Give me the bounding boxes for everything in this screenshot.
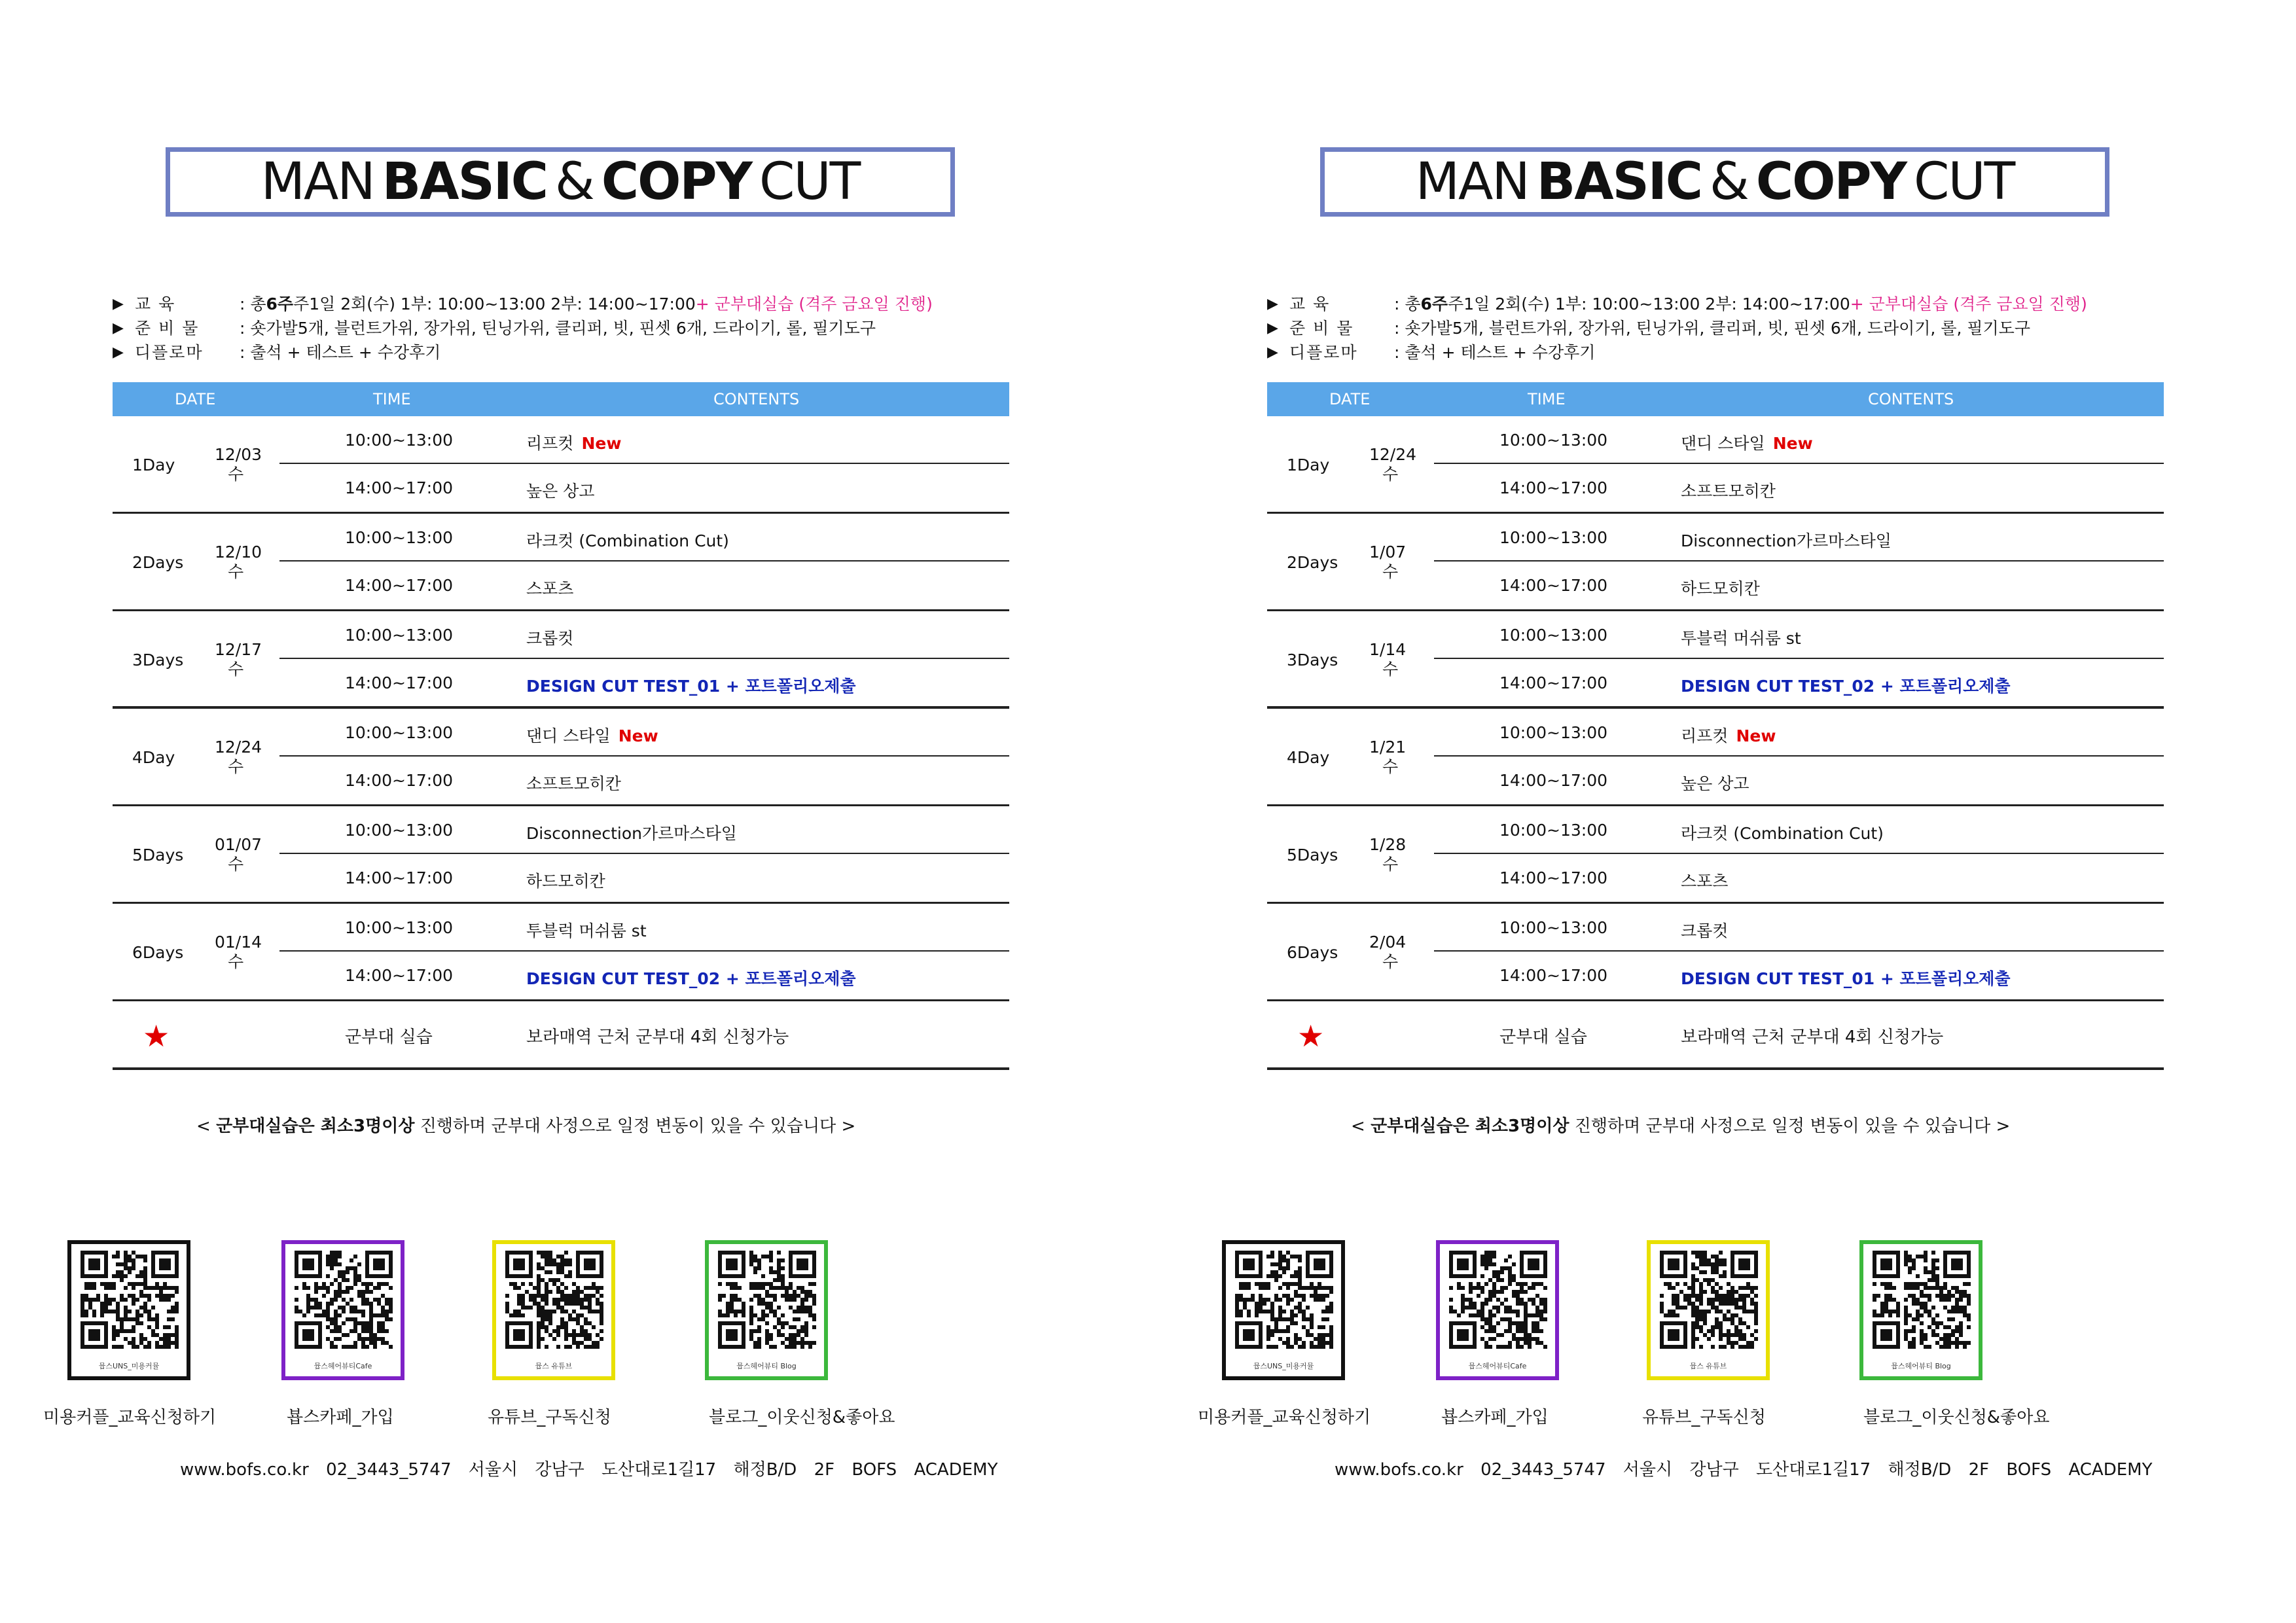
- content-text: 크롭컷: [526, 629, 574, 648]
- slot-time: 14:00~17:00: [1499, 673, 1608, 692]
- slot-content: [526, 821, 737, 844]
- day-date: [1369, 835, 1422, 874]
- qr-label: 뵵스카페_가입: [287, 1408, 394, 1427]
- info-label: 교 육: [1289, 294, 1331, 313]
- day-label: 3Days: [1287, 651, 1338, 669]
- slot-content: 하드모히칸: [1681, 579, 1760, 598]
- day-date: [215, 835, 267, 874]
- qr-label: 미용커플_교육신청하기: [43, 1408, 217, 1427]
- qr-caption: 뮵스헤어뷰티 Blog: [1891, 1362, 1951, 1370]
- row-divider: [1434, 658, 2164, 659]
- slot-content-test: DESIGN CUT TEST_01 + 포트폴리오제출: [526, 677, 856, 696]
- footer: [1335, 1456, 2152, 1480]
- qr-label: 유튜브_구독신청: [488, 1408, 611, 1427]
- title-word: MAN: [1415, 152, 1529, 211]
- date-value: 12/03: [215, 445, 262, 464]
- weekday: 수: [228, 757, 244, 776]
- day-label: 5Days: [1287, 846, 1338, 865]
- table-row: [113, 709, 1009, 806]
- day-label: 1Day: [132, 455, 175, 474]
- weekday: 수: [228, 660, 244, 679]
- content-text: 리프컷: [1681, 726, 1729, 745]
- slot-time: 10:00~13:00: [345, 918, 454, 937]
- day-date: [215, 543, 267, 582]
- new-badge: New: [1736, 726, 1776, 745]
- weekday: 수: [228, 952, 244, 971]
- slot-time: 10:00~13:00: [1499, 528, 1608, 547]
- info-label: 교 육: [135, 294, 176, 313]
- title-box: [166, 147, 955, 217]
- info-text: : 숏가발5개, 블런트가위, 장가위, 틴닝가위, 클리퍼, 빗, 핀셋 6개, 드라이기, 롤, 필기도구: [240, 319, 876, 338]
- notice-text: [1351, 1113, 2010, 1137]
- slot-content: 하드모히칸: [526, 872, 605, 891]
- weekday: 수: [228, 855, 244, 874]
- date-value: 1/21: [1369, 738, 1407, 757]
- qr-code-graphic: [1660, 1251, 1758, 1349]
- row-divider: [279, 560, 1009, 562]
- slot-time: 14:00~17:00: [1499, 966, 1608, 985]
- info-label: 준 비 물: [1289, 319, 1354, 338]
- day-label: 2Days: [132, 553, 184, 572]
- info-diploma: [113, 340, 963, 365]
- table-body: [113, 416, 1009, 1001]
- triangle-bullet-icon: ▶: [113, 344, 124, 361]
- weekday: 수: [1382, 562, 1399, 581]
- slot-time: 10:00~13:00: [1499, 723, 1608, 742]
- qr-label: 블로그_이웃신청&좋아요: [709, 1408, 895, 1427]
- day-label: 6Days: [1287, 943, 1338, 962]
- weekday: 수: [1382, 660, 1399, 679]
- row-divider: [279, 658, 1009, 659]
- extra-contents: 보라매역 근처 군부대 4회 신청가능: [526, 1027, 789, 1047]
- title-word: &: [1710, 152, 1748, 211]
- content-text: 댄디 스타일: [526, 726, 611, 745]
- footer: [180, 1456, 997, 1480]
- triangle-bullet-icon: ▶: [113, 320, 124, 336]
- info-education: [113, 292, 963, 316]
- star-icon: ★: [1297, 1018, 1325, 1054]
- header-contents: CONTENTS: [1868, 390, 1954, 408]
- info-text: : 출석 + 테스트 + 수강후기: [240, 343, 441, 362]
- title-word: MAN: [260, 152, 374, 211]
- info-weeks: 6주: [266, 294, 294, 313]
- weekday: 수: [1382, 465, 1399, 484]
- table-row: [1267, 806, 2164, 904]
- table-row: [113, 904, 1009, 1001]
- date-value: 1/28: [1369, 835, 1407, 854]
- notice-post: 진행하며 군부대 사정으로 일정 변동이 있을 수 있습니다 >: [414, 1116, 856, 1136]
- title-word: CUT: [759, 152, 860, 211]
- slot-content: [526, 431, 621, 454]
- footer-phone: 02_3443_5747: [1480, 1460, 1606, 1480]
- slot-content-test: DESIGN CUT TEST_02 + 포트폴리오제출: [526, 969, 856, 988]
- notice-text: [196, 1113, 855, 1137]
- qr-caption: 뮵스UNS_미용커뮬: [1253, 1362, 1314, 1370]
- notice-bold: 군부대실습은 최소3명이상: [1371, 1116, 1570, 1136]
- table-row: [113, 806, 1009, 904]
- footer-site[interactable]: www.bofs.co.kr: [1335, 1460, 1463, 1480]
- date-value: 12/17: [215, 640, 262, 659]
- content-text: 크롭컷: [1681, 921, 1729, 940]
- title-word: BASIC: [382, 152, 548, 211]
- info-extra: + 군부대실습 (격주 금요일 진행): [695, 294, 933, 313]
- slot-time: 14:00~17:00: [345, 673, 454, 692]
- slot-content: 스포츠: [1681, 872, 1729, 891]
- schedule-table: [113, 382, 1009, 1001]
- slot-time: 14:00~17:00: [345, 576, 454, 595]
- info-text: : 총: [240, 294, 266, 313]
- qr-code-icon[interactable]: [705, 1240, 828, 1380]
- slot-time: 10:00~13:00: [345, 431, 454, 450]
- slot-time: 14:00~17:00: [1499, 771, 1608, 790]
- table-row: [113, 416, 1009, 514]
- qr-label: 유튜브_구독신청: [1642, 1408, 1766, 1427]
- date-value: 01/07: [215, 835, 262, 854]
- title-word: BASIC: [1536, 152, 1702, 211]
- slot-time: 14:00~17:00: [345, 868, 454, 887]
- day-date: [215, 640, 267, 679]
- slot-content: [526, 723, 658, 747]
- extra-row: [1267, 1005, 2164, 1070]
- slot-time: 14:00~17:00: [1499, 478, 1608, 497]
- schedule-table: [1267, 382, 2164, 1001]
- title-word: COPY: [601, 152, 752, 211]
- day-date: [215, 933, 267, 972]
- footer-address: 서울시 강남구 도산대로1길17 해정B/D 2F BOFS ACADEMY: [1623, 1460, 2153, 1480]
- content-text: 리프컷: [526, 434, 574, 453]
- row-divider: [1434, 463, 2164, 464]
- info-preparation: [1267, 316, 2118, 340]
- info-diploma: [1267, 340, 2118, 365]
- slot-time: 10:00~13:00: [345, 528, 454, 547]
- table-body: [1267, 416, 2164, 1001]
- qr-block[interactable]: [492, 1240, 615, 1380]
- qr-label: 뵵스카페_가입: [1441, 1408, 1549, 1427]
- extra-time: 군부대 실습: [1499, 1027, 1587, 1047]
- slot-content: 높은 상고: [526, 482, 595, 501]
- row-divider: [279, 950, 1009, 952]
- new-badge: New: [1772, 434, 1813, 453]
- date-value: 1/07: [1369, 543, 1407, 562]
- row-divider: [1434, 853, 2164, 854]
- slot-time: 14:00~17:00: [1499, 576, 1608, 595]
- qr-code-icon[interactable]: [1222, 1240, 1345, 1380]
- notice-pre: <: [196, 1116, 217, 1136]
- qr-caption: 뮵스 유튜브: [1689, 1362, 1727, 1370]
- extra-row: [113, 1005, 1009, 1070]
- day-label: 6Days: [132, 943, 184, 962]
- info-label: 디플로마: [1289, 343, 1358, 362]
- slot-content: [526, 918, 647, 942]
- qr-code-graphic: [505, 1251, 603, 1349]
- header-date: DATE: [1329, 390, 1371, 408]
- footer-address: 서울시 강남구 도산대로1길17 해정B/D 2F BOFS ACADEMY: [468, 1460, 998, 1480]
- qr-code-icon[interactable]: [281, 1240, 404, 1380]
- table-header: [1267, 382, 2164, 416]
- info-weeks: 6주: [1420, 294, 1448, 313]
- slot-time: 14:00~17:00: [345, 771, 454, 790]
- qr-code-graphic: [81, 1251, 179, 1349]
- table-row: [1267, 514, 2164, 611]
- extra-contents: 보라매역 근처 군부대 4회 신청가능: [1681, 1027, 1944, 1047]
- slot-content: [1681, 821, 1884, 844]
- day-label: 1Day: [1287, 455, 1330, 474]
- star-icon: ★: [143, 1018, 170, 1054]
- course-info: [113, 292, 963, 365]
- triangle-bullet-icon: ▶: [1267, 344, 1278, 361]
- table-row: [1267, 416, 2164, 514]
- slot-time: 10:00~13:00: [1499, 431, 1608, 450]
- day-label: 5Days: [132, 846, 184, 865]
- info-text: : 숏가발5개, 블런트가위, 장가위, 틴닝가위, 클리퍼, 빗, 핀셋 6개, 드라이기, 롤, 필기도구: [1394, 319, 2030, 338]
- content-text: 라크컷 (Combination Cut): [526, 531, 729, 550]
- qr-code-graphic: [1235, 1251, 1333, 1349]
- slot-content: [1681, 528, 1892, 552]
- slot-content: 소프트모히칸: [1681, 482, 1776, 501]
- day-date: [215, 738, 267, 777]
- slot-time: 10:00~13:00: [1499, 918, 1608, 937]
- extra-time: 군부대 실습: [345, 1027, 433, 1047]
- slot-content: [1681, 431, 1813, 454]
- qr-caption: 뮵스헤어뷰티Cafe: [314, 1362, 372, 1370]
- info-text: 주1일 2회(수) 1부: 10:00~13:00 2부: 14:00~17:00: [1448, 294, 1850, 313]
- qr-code-icon[interactable]: [1436, 1240, 1559, 1380]
- qr-label: 미용커플_교육신청하기: [1198, 1408, 1371, 1427]
- course-info: [1267, 292, 2118, 365]
- qr-code-icon[interactable]: [1647, 1240, 1770, 1380]
- qr-code-graphic: [295, 1251, 393, 1349]
- title-box: [1320, 147, 2109, 217]
- qr-block[interactable]: [1436, 1240, 1559, 1380]
- table-row: [1267, 709, 2164, 806]
- info-label: 준 비 물: [135, 319, 200, 338]
- header-time: TIME: [373, 390, 411, 408]
- date-value: 1/14: [1369, 640, 1407, 659]
- triangle-bullet-icon: ▶: [1267, 320, 1278, 336]
- slot-content: 높은 상고: [1681, 774, 1749, 793]
- info-text: 주1일 2회(수) 1부: 10:00~13:00 2부: 14:00~17:00: [293, 294, 696, 313]
- day-date: [1369, 445, 1422, 484]
- info-preparation: [113, 316, 963, 340]
- triangle-bullet-icon: ▶: [1267, 296, 1278, 312]
- day-label: 3Days: [132, 651, 184, 669]
- new-badge: New: [618, 726, 658, 745]
- qr-block[interactable]: [1859, 1240, 1982, 1380]
- qr-caption: 뮵스 유튜브: [535, 1362, 573, 1370]
- slot-time: 14:00~17:00: [345, 478, 454, 497]
- title-word: COPY: [1755, 152, 1907, 211]
- slot-content: [526, 528, 729, 552]
- footer-site[interactable]: www.bofs.co.kr: [180, 1460, 309, 1480]
- date-value: 12/10: [215, 543, 262, 562]
- day-date: [215, 445, 267, 484]
- content-text: Disconnection가르마스타일: [526, 824, 737, 843]
- weekday: 수: [1382, 855, 1399, 874]
- qr-code-graphic: [1873, 1251, 1971, 1349]
- date-value: 01/14: [215, 933, 262, 952]
- row-divider: [279, 853, 1009, 854]
- table-header: [113, 382, 1009, 416]
- row-divider: [279, 463, 1009, 464]
- info-label: 디플로마: [135, 343, 204, 362]
- day-label: 4Day: [1287, 748, 1330, 767]
- day-date: [1369, 933, 1422, 972]
- qr-code-graphic: [1449, 1251, 1547, 1349]
- flyer-page-right: [1155, 0, 2296, 1623]
- content-text: Disconnection가르마스타일: [1681, 531, 1892, 550]
- slot-time: 10:00~13:00: [345, 821, 454, 840]
- title-word: CUT: [1914, 152, 2015, 211]
- day-date: [1369, 738, 1422, 777]
- header-contents: CONTENTS: [713, 390, 800, 408]
- table-row: [1267, 904, 2164, 1001]
- date-value: 12/24: [1369, 445, 1417, 464]
- day-label: 4Day: [132, 748, 175, 767]
- info-text: : 총: [1394, 294, 1421, 313]
- slot-content: [1681, 723, 1776, 747]
- content-text: 라크컷 (Combination Cut): [1681, 824, 1884, 843]
- date-value: 2/04: [1369, 933, 1407, 952]
- new-badge: New: [581, 434, 622, 453]
- title-word: &: [555, 152, 594, 211]
- row-divider: [1434, 950, 2164, 952]
- content-text: 투블럭 머쉬룸 st: [526, 921, 647, 940]
- slot-time: 10:00~13:00: [1499, 626, 1608, 645]
- qr-code-graphic: [718, 1251, 816, 1349]
- date-value: 12/24: [215, 738, 262, 757]
- notice-post: 진행하며 군부대 사정으로 일정 변동이 있을 수 있습니다 >: [1569, 1116, 2011, 1136]
- qr-code-icon[interactable]: [492, 1240, 615, 1380]
- header-date: DATE: [175, 390, 216, 408]
- weekday: 수: [228, 465, 244, 484]
- qr-label: 블로그_이웃신청&좋아요: [1863, 1408, 2050, 1427]
- row-divider: [279, 755, 1009, 757]
- row-divider: [1434, 755, 2164, 757]
- qr-block[interactable]: [67, 1240, 190, 1380]
- info-text: : 출석 + 테스트 + 수강후기: [1394, 343, 1596, 362]
- slot-content: [1681, 626, 1801, 649]
- day-date: [1369, 640, 1422, 679]
- day-label: 2Days: [1287, 553, 1338, 572]
- slot-time: 10:00~13:00: [345, 723, 454, 742]
- qr-code-icon[interactable]: [67, 1240, 190, 1380]
- slot-content-test: DESIGN CUT TEST_01 + 포트폴리오제출: [1681, 969, 2011, 988]
- slot-time: 14:00~17:00: [345, 966, 454, 985]
- slot-time: 10:00~13:00: [345, 626, 454, 645]
- qr-block[interactable]: [1647, 1240, 1770, 1380]
- info-extra: + 군부대실습 (격주 금요일 진행): [1850, 294, 2087, 313]
- notice-pre: <: [1351, 1116, 1371, 1136]
- qr-caption: 뮵스헤어뷰티 Blog: [736, 1362, 797, 1370]
- footer-phone: 02_3443_5747: [326, 1460, 452, 1480]
- qr-block[interactable]: [705, 1240, 828, 1380]
- qr-block[interactable]: [1222, 1240, 1345, 1380]
- slot-content: 소프트모히칸: [526, 774, 621, 793]
- notice-bold: 군부대실습은 최소3명이상: [216, 1116, 415, 1136]
- qr-code-icon[interactable]: [1859, 1240, 1982, 1380]
- slot-content-test: DESIGN CUT TEST_02 + 포트폴리오제출: [1681, 677, 2011, 696]
- weekday: 수: [1382, 952, 1399, 971]
- weekday: 수: [1382, 757, 1399, 776]
- slot-time: 14:00~17:00: [1499, 868, 1608, 887]
- day-date: [1369, 543, 1422, 582]
- content-text: 댄디 스타일: [1681, 434, 1765, 453]
- table-row: [113, 514, 1009, 611]
- slot-content: [526, 626, 573, 649]
- slot-content: 스포츠: [526, 579, 574, 598]
- qr-caption: 뮵스UNS_미용커뮬: [98, 1362, 160, 1370]
- table-row: [113, 611, 1009, 709]
- info-education: [1267, 292, 2118, 316]
- qr-block[interactable]: [281, 1240, 404, 1380]
- table-row: [1267, 611, 2164, 709]
- slot-content: [1681, 918, 1728, 942]
- weekday: 수: [228, 562, 244, 581]
- content-text: 투블럭 머쉬룸 st: [1681, 629, 1801, 648]
- header-time: TIME: [1528, 390, 1566, 408]
- row-divider: [1434, 560, 2164, 562]
- qr-caption: 뮵스헤어뷰티Cafe: [1468, 1362, 1527, 1370]
- triangle-bullet-icon: ▶: [113, 296, 124, 312]
- slot-time: 10:00~13:00: [1499, 821, 1608, 840]
